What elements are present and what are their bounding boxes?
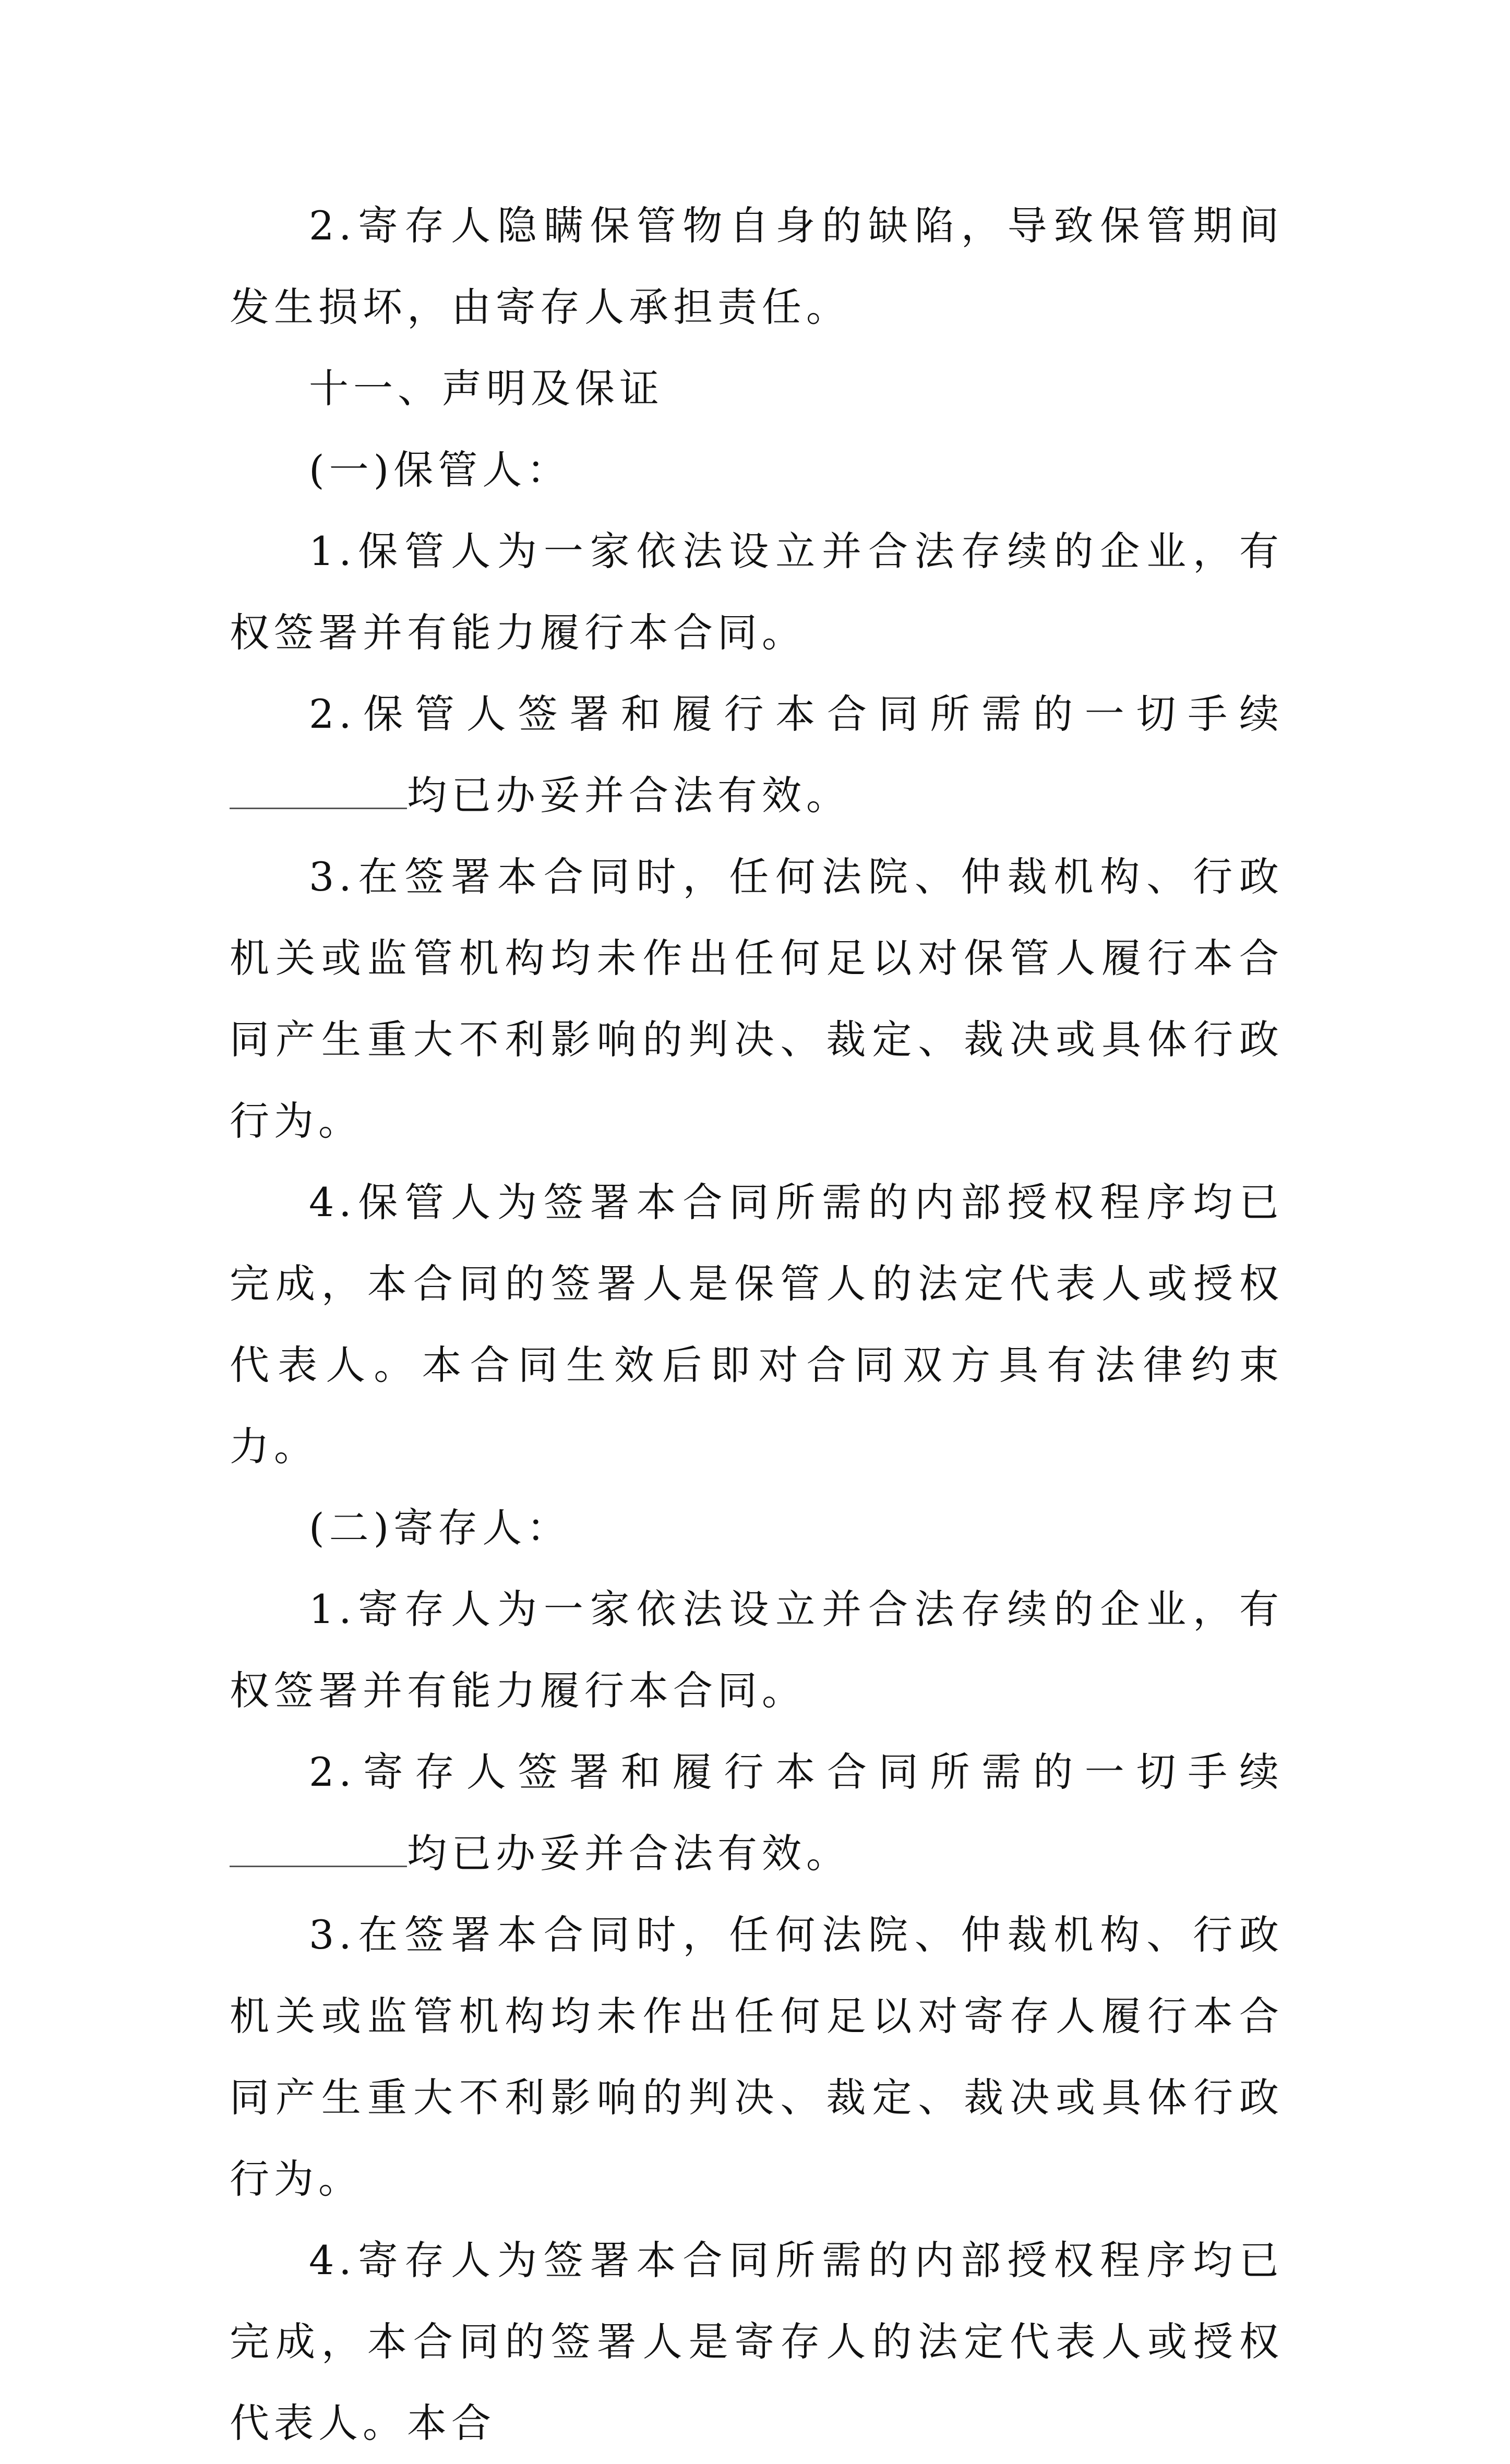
- clause-text-after-blank: 均已办妥并合法有效。: [407, 1830, 850, 1877]
- paragraph-custodian-clause-2: [230, 674, 1284, 836]
- subheading-custodian: (一)保管人：: [309, 447, 571, 493]
- subheading-depositor: (二)寄存人：: [309, 1505, 571, 1551]
- clause-text-before-blank: 2.寄存人签署和履行本合同所需的一切手续: [309, 1749, 1284, 1795]
- fill-in-blank: [230, 1834, 407, 1867]
- paragraph-custodian-clause-1: 1.保管人为一家依法设立并合法存续的企业，有权签署并有能力履行本合同。: [230, 528, 1284, 656]
- paragraph-depositor-concealed-defect: 2.寄存人隐瞒保管物自身的缺陷，导致保管期间发生损坏，由寄存人承担责任。: [230, 202, 1284, 330]
- fill-in-blank: [230, 776, 407, 809]
- paragraph-custodian-clause-3: 3.在签署本合同时，任何法院、仲裁机构、行政机关或监管机构均未作出任何足以对保管人履行本合同产生重大不利影响的判决、裁定、裁决或具体行政行为。: [230, 854, 1284, 1144]
- paragraph-custodian-clause-4: 4.保管人为签署本合同所需的内部授权程序均已完成，本合同的签署人是保管人的法定代表人或授权代表人。本合同生效后即对合同双方具有法律约束力。: [230, 1179, 1284, 1470]
- document-body: [230, 185, 1284, 2464]
- paragraph-depositor-clause-4: 4.寄存人为签署本合同所需的内部授权程序均已完成，本合同的签署人是寄存人的法定代表人或授权代表人。本合: [230, 2237, 1284, 2446]
- paragraph-depositor-clause-1: 1.寄存人为一家依法设立并合法存续的企业，有权签署并有能力履行本合同。: [230, 1586, 1284, 1714]
- paragraph-depositor-clause-3: 3.在签署本合同时，任何法院、仲裁机构、行政机关或监管机构均未作出任何足以对寄存人履行本合同产生重大不利影响的判决、裁定、裁决或具体行政行为。: [230, 1912, 1284, 2202]
- paragraph-depositor-clause-2: [230, 1732, 1284, 1894]
- section-heading-declarations-warranties: 十一、声明及保证: [309, 365, 664, 412]
- clause-text-after-blank: 均已办妥并合法有效。: [407, 772, 850, 819]
- clause-text-before-blank: 2.保管人签署和履行本合同所需的一切手续: [309, 691, 1284, 737]
